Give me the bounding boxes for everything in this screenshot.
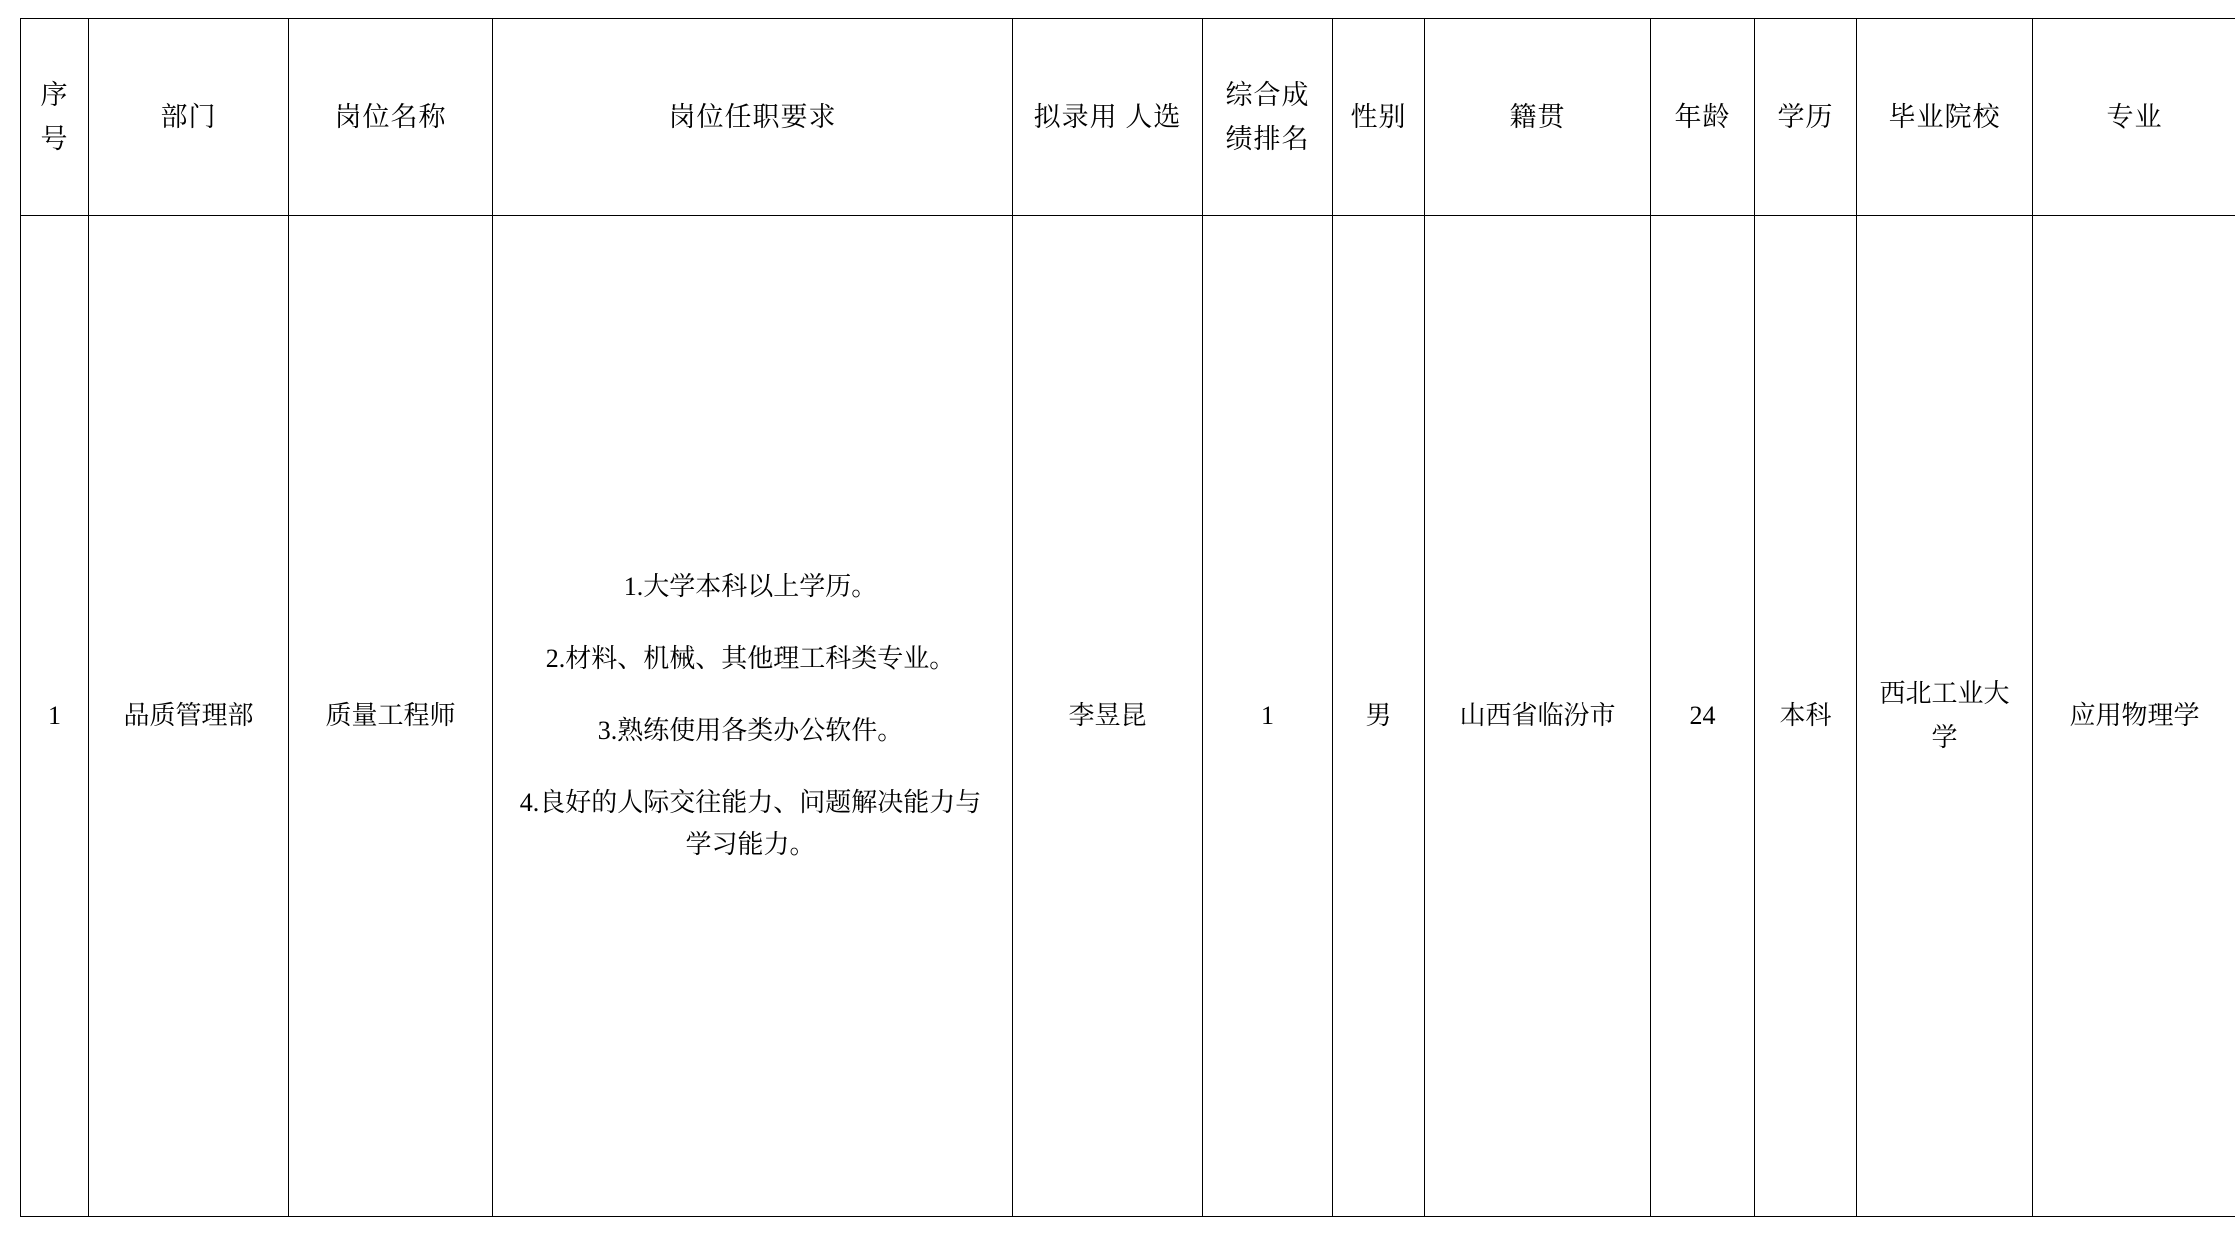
column-header-education: 学历 <box>1755 19 1857 216</box>
column-header-school: 毕业院校 <box>1857 19 2033 216</box>
cell-gender: 男 <box>1333 216 1425 1217</box>
cell-rank: 1 <box>1203 216 1333 1217</box>
requirement-item: 1.大学本科以上学历。 <box>623 572 878 601</box>
column-header-major: 专业 <box>2033 19 2235 216</box>
column-header-index-line1: 序 <box>40 80 69 110</box>
recruitment-table <box>20 18 2235 1217</box>
requirement-item: 3.熟练使用各类办公软件。 <box>597 716 904 745</box>
table-header-row <box>21 19 2235 216</box>
requirements-list <box>515 566 986 866</box>
requirement-item: 2.材料、机械、其他理工科类专业。 <box>545 644 956 673</box>
column-header-age: 年龄 <box>1651 19 1755 216</box>
cell-candidate: 李昱昆 <box>1013 216 1203 1217</box>
column-header-rank-line2: 绩排名 <box>1225 124 1310 154</box>
column-header-gender: 性别 <box>1333 19 1425 216</box>
requirement-item: 4.良好的人际交往能力、问题解决能力与学习能力。 <box>519 788 982 859</box>
cell-major: 应用物理学 <box>2033 216 2235 1217</box>
column-header-position: 岗位名称 <box>289 19 493 216</box>
cell-department: 品质管理部 <box>89 216 289 1217</box>
column-header-candidate: 拟录用 人选 <box>1013 19 1203 216</box>
cell-school: 西北工业大学 <box>1857 216 2033 1217</box>
cell-position: 质量工程师 <box>289 216 493 1217</box>
table-row <box>21 216 2235 1217</box>
column-header-requirements: 岗位任职要求 <box>493 19 1013 216</box>
cell-requirements <box>493 216 1013 1217</box>
cell-index: 1 <box>21 216 89 1217</box>
cell-origin: 山西省临汾市 <box>1425 216 1651 1217</box>
column-header-origin: 籍贯 <box>1425 19 1651 216</box>
column-header-department: 部门 <box>89 19 289 216</box>
cell-age: 24 <box>1651 216 1755 1217</box>
column-header-index <box>21 19 89 216</box>
column-header-rank <box>1203 19 1333 216</box>
cell-education: 本科 <box>1755 216 1857 1217</box>
column-header-rank-line1: 综合成 <box>1225 80 1310 110</box>
column-header-index-line2: 号 <box>40 124 69 154</box>
